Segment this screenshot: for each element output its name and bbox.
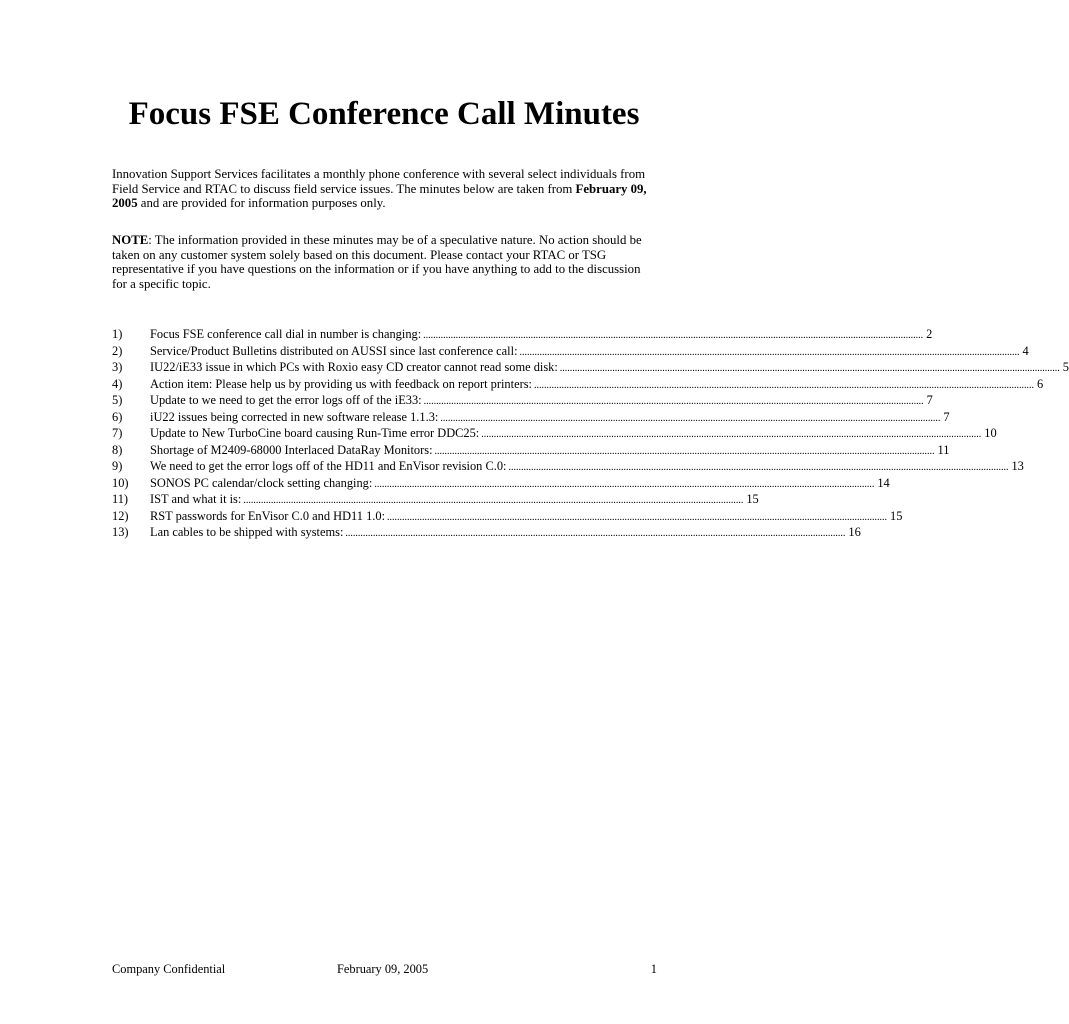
toc-entry-page: 10 [984,426,997,440]
toc-entry-title: IU22/iE33 issue in which PCs with Roxio easy CD creator cannot read some disk: [150,360,558,374]
toc-entry-number: 1) [112,327,123,341]
footer-confidentiality: Company Confidential [112,962,226,976]
toc-entry[interactable] [112,376,1044,394]
table-of-contents [112,327,1069,542]
toc-dot-leader: ........................................................................................................................................................................................................ [508,462,1009,473]
intro-paragraph [112,167,657,211]
toc-entry-page: 7 [926,393,933,407]
toc-entry[interactable] [112,360,1069,377]
toc-dot-leader: ........................................................................................................................................................................................................ [533,379,1034,391]
toc-dot-leader: ........................................................................................................................................................................................................ [243,495,744,506]
toc-entry-page: 16 [848,525,861,539]
toc-entry-title: iU22 issues being corrected in new software release 1.1.3: [150,409,439,424]
intro-text-start: Innovation Support Services facilitates a monthly phone conference with several select individuals from Field Service and RTAC to discuss field service issues. The minutes below are taken from [112,167,646,196]
toc-entry-title: Lan cables to be shipped with systems: [150,525,344,539]
toc-entry-number: 13) [112,525,129,539]
toc-dot-leader: ........................................................................................................................................................................................................ [434,445,935,457]
toc-dot-leader: ........................................................................................................................................................................................................ [374,478,875,490]
toc-entry-number: 12) [112,508,129,523]
toc-entry-page: 7 [943,409,950,424]
toc-entry-number: 2) [112,343,123,358]
toc-dot-leader: ........................................................................................................................................................................................................ [423,396,924,407]
toc-entry-page: 15 [746,492,759,506]
toc-entry[interactable] [112,442,950,460]
toc-entry-page: 14 [877,475,890,490]
note-paragraph [112,233,657,291]
toc-entry-title: Service/Product Bulletins distributed on AUSSI since last conference call: [150,343,518,358]
toc-entry-title: IST and what it is: [150,492,242,506]
toc-entry-number: 9) [112,459,123,473]
toc-dot-leader: ........................................................................................................................................................................................................ [423,330,924,341]
toc-entry-title: Action item: Please help us by providing us with feedback on report printers: [150,376,532,391]
toc-dot-leader: ........................................................................................................................................................................................................ [387,511,888,523]
toc-dot-leader: ........................................................................................................................................................................................................ [559,363,1060,374]
toc-entry[interactable] [112,492,759,509]
toc-entry-title: Update to we need to get the error logs off of the iE33: [150,393,422,407]
toc-entry-page: 13 [1011,459,1024,473]
note-label: NOTE [112,233,149,247]
note-text: : The information provided in these minutes may be of a speculative nature. No action should be taken on any customer system solely based on this document. Please contact your RTAC or TSG representative if you have questions on the information or if you have anything to add to the discussion for a specific topic. [112,233,642,291]
toc-entry-number: 10) [112,475,129,490]
toc-entry-page: 4 [1022,343,1029,358]
toc-entry-page: 5 [1062,360,1069,374]
toc-entry[interactable] [112,459,1024,476]
toc-entry[interactable] [112,409,950,427]
toc-entry-number: 8) [112,442,123,457]
footer-page-number: 1 [650,962,657,976]
toc-entry-page: 15 [890,508,903,523]
toc-dot-leader: ........................................................................................................................................................................................................ [440,412,941,424]
toc-entry[interactable] [112,475,890,493]
toc-entry-page: 2 [926,327,933,341]
toc-entry-number: 11) [112,492,129,506]
footer-date: February 09, 2005 [337,962,429,976]
toc-entry-number: 3) [112,360,123,374]
toc-entry-page: 11 [937,442,950,457]
toc-entry[interactable] [112,508,903,526]
toc-entry-title: Shortage of M2409-68000 Interlaced DataRay Monitors: [150,442,433,457]
toc-entry[interactable] [112,393,933,410]
toc-entry-title: RST passwords for EnVisor C.0 and HD11 1.0: [150,508,386,523]
toc-entry-number: 7) [112,426,123,440]
page-title: Focus FSE Conference Call Minutes [128,96,640,132]
toc-entry-number: 6) [112,409,123,424]
toc-entry[interactable] [112,426,997,443]
toc-entry[interactable] [112,327,933,344]
intro-date: February 09, 2005 [112,181,647,211]
toc-entry[interactable] [112,525,861,542]
toc-entry-title: Focus FSE conference call dial in number is changing: [150,327,422,341]
toc-entry[interactable] [112,343,1029,361]
toc-entry-title: Update to New TurboCine board causing Run-Time error DDC25: [150,426,480,440]
toc-entry-number: 4) [112,376,123,391]
toc-entry-page: 6 [1036,376,1044,391]
toc-entry-title: SONOS PC calendar/clock setting changing: [150,475,373,490]
intro-text-end: and are provided for information purposes only. [137,196,386,211]
toc-entry-title: We need to get the error logs off of the HD11 and EnVisor revision C.0: [150,459,507,473]
toc-dot-leader: ........................................................................................................................................................................................................ [519,346,1020,358]
toc-dot-leader: ........................................................................................................................................................................................................ [481,429,982,440]
page-footer [112,962,657,977]
toc-entry-number: 5) [112,393,123,407]
toc-dot-leader: ........................................................................................................................................................................................................ [345,528,846,539]
